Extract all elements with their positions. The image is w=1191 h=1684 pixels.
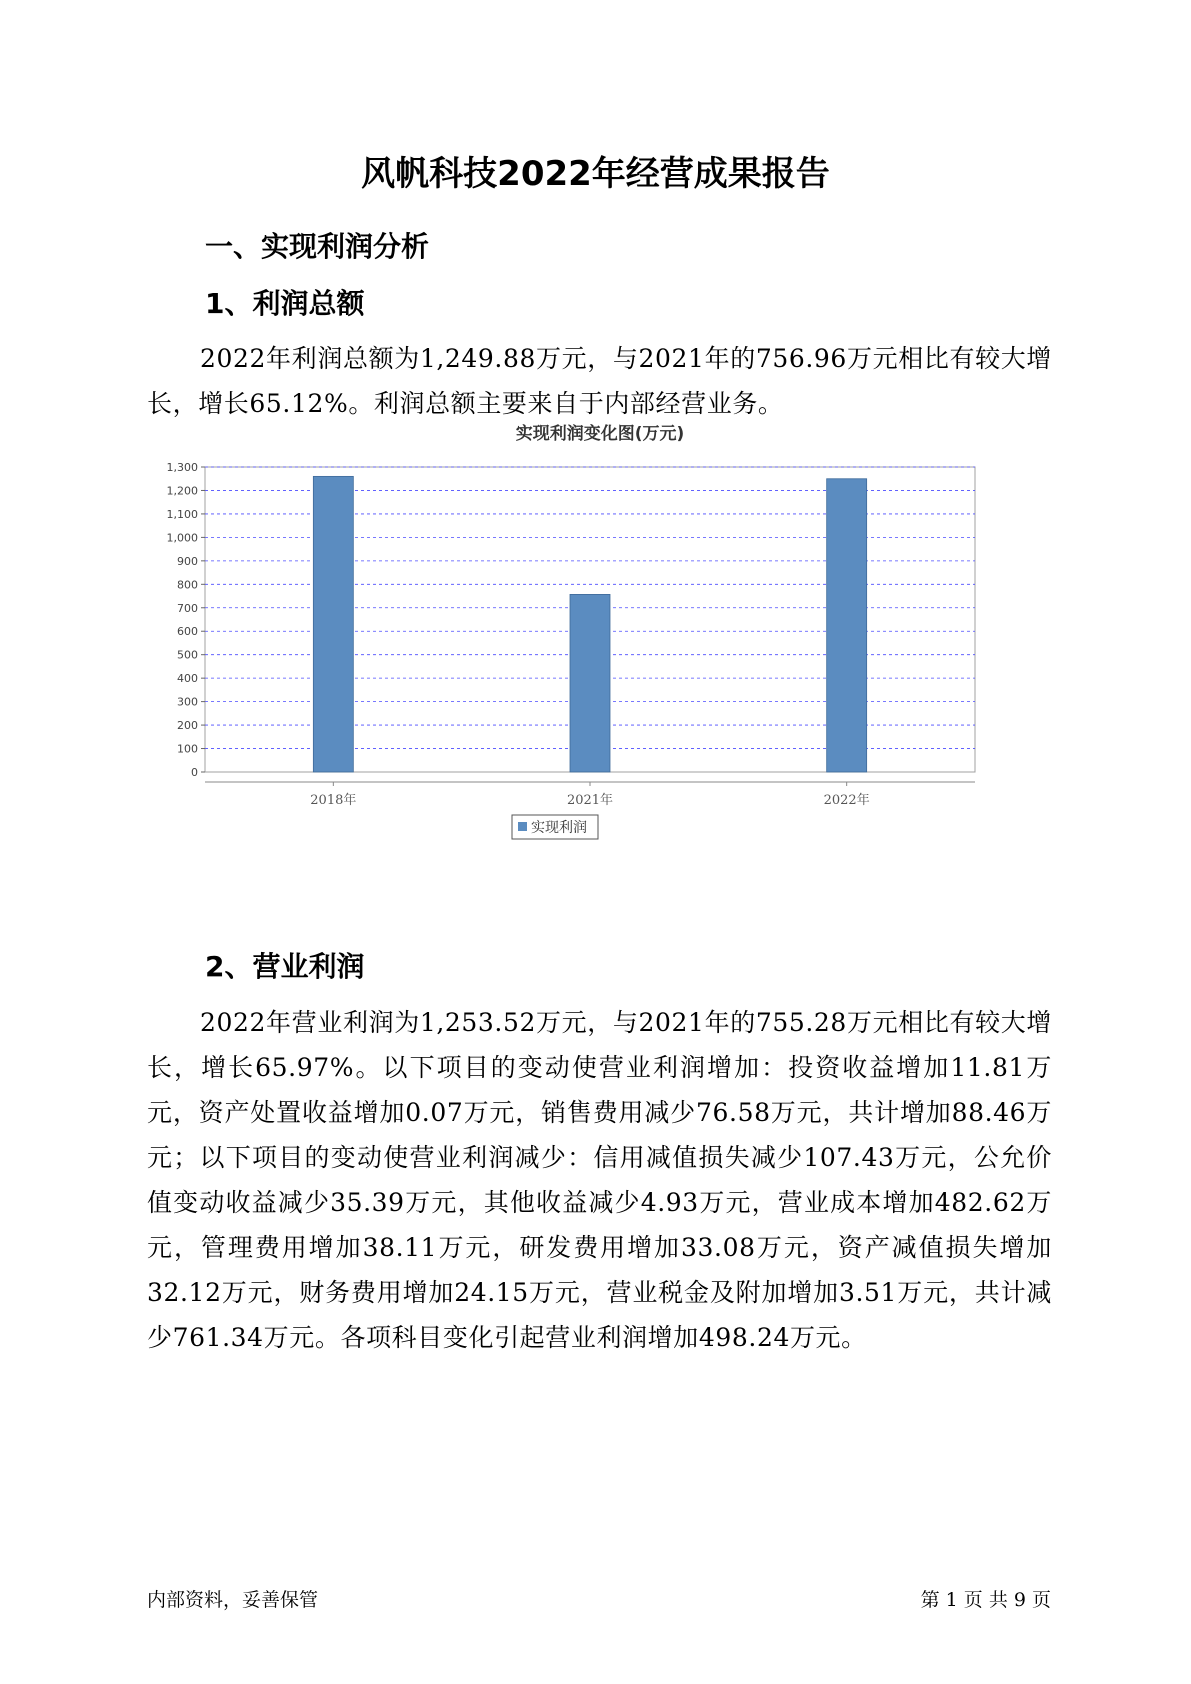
bar-2021年 xyxy=(570,594,610,772)
y-tick-label: 400 xyxy=(177,672,198,686)
legend-label: 实现利润 xyxy=(531,820,587,836)
subsection-heading-total-profit: 1、利润总额 xyxy=(205,287,365,320)
report-title: 风帆科技2022年经营成果报告 xyxy=(361,154,830,194)
y-tick-label: 200 xyxy=(177,719,198,733)
y-tick-label: 0 xyxy=(191,766,198,779)
legend-swatch xyxy=(518,822,527,831)
footer-page-number: 第 1 页 共 9 页 xyxy=(920,1589,1051,1611)
chart-title: 实现利润变化图(万元) xyxy=(515,424,685,444)
x-tick-label: 2022年 xyxy=(823,793,870,808)
chart-x-ticks xyxy=(310,782,869,808)
total-profit-paragraph: 2022年利润总额为1,249.88万元，与2021年的756.96万元相比有较大增长，增长65.12%。利润总额主要来自于内部经营业务。 xyxy=(147,344,1052,418)
y-tick-label: 300 xyxy=(177,695,198,709)
subsection-heading-operating-profit: 2、营业利润 xyxy=(205,950,365,983)
operating-profit-paragraph: 2022年营业利润为1,253.52万元，与2021年的755.28万元相比有较大增长，增长65.97%。以下项目的变动使营业利润增加：投资收益增加11.81万元，资产处置收益增加0.07万元，销售费用减少76.58万元，共计增加88.46万元；以下项目的变动使营业利润减少：信用减值损失减少107.43万元，公允价值变动收益减少35.39万元，其他收益减少4.93万元，营业成本增加482.62万元，管理费用增加38.11万元，研发费用增加33.08万元，资产减值损失增加32.12万元，财务费用增加24.15万元，营业税金及附加增加3.51万元，共计减少761.34万元。各项科目变化引起营业利润增加498.24万元。 xyxy=(147,1008,1052,1352)
y-tick-label: 1,200 xyxy=(166,484,198,498)
y-tick-label: 900 xyxy=(177,554,198,568)
y-tick-label: 800 xyxy=(177,578,198,592)
y-tick-label: 100 xyxy=(177,742,198,756)
bar-2018年 xyxy=(313,476,353,772)
bar-2022年 xyxy=(827,479,867,772)
x-tick-label: 2021年 xyxy=(566,793,614,808)
y-tick-label: 1,000 xyxy=(166,531,198,545)
y-tick-label: 600 xyxy=(177,625,198,639)
x-tick-label: 2018年 xyxy=(310,793,357,808)
section-heading-profit-analysis: 一、实现利润分析 xyxy=(205,230,430,263)
y-tick-label: 1,300 xyxy=(166,461,198,474)
y-tick-label: 500 xyxy=(177,648,198,662)
footer-confidential-note: 内部资料，妥善保管 xyxy=(147,1589,319,1611)
chart-legend xyxy=(512,815,598,839)
profit-bar-chart xyxy=(165,415,1035,910)
y-tick-label: 1,100 xyxy=(166,507,198,521)
chart-y-ticks xyxy=(167,461,206,779)
y-tick-label: 700 xyxy=(177,601,198,615)
